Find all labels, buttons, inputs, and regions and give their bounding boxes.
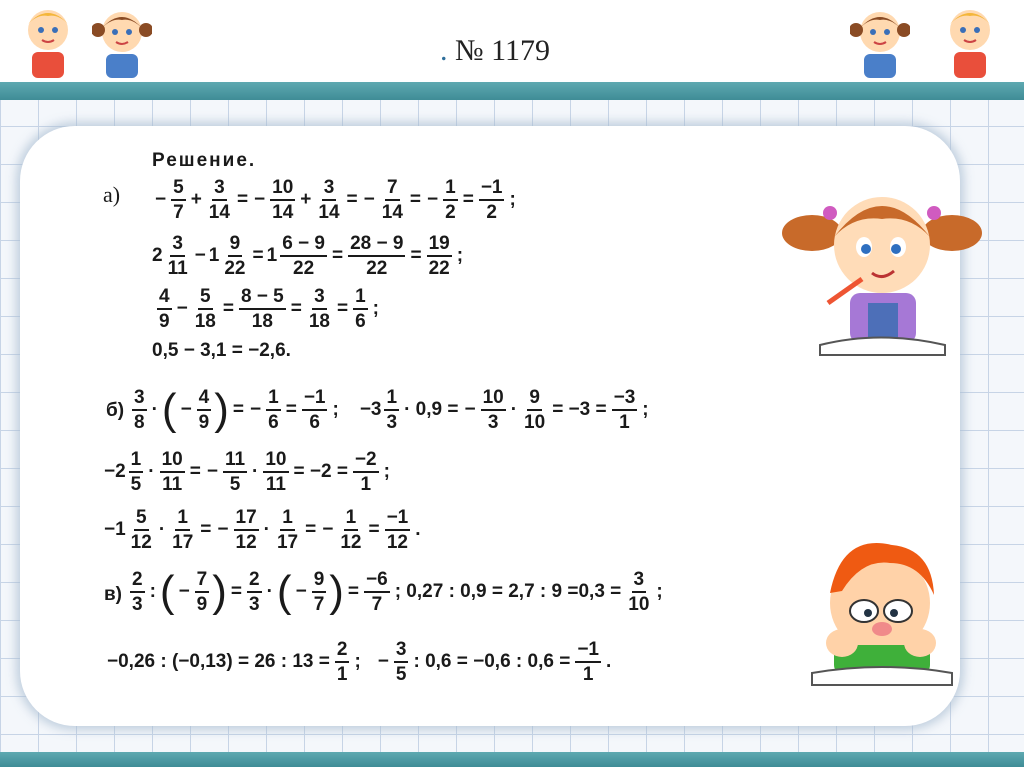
equation-v-2: −0,26 : (−0,13) = 26 : 13 = $\frac{2}{1}$ ; − $\frac{3}{5}$ : 0,6 = −0,6 : 0,6 = $\frac{-1}{1}$ . (107, 639, 612, 685)
equation-a-4: 0,5 − 3,1 = −2,6. (152, 340, 291, 361)
equation-b-1: $\frac{3}{8}$ · ( − $\frac{4}{9}$ ) = − $\frac{1}{6}$ = $\frac{-1}{6}$ ; −3 $\frac{1}{3}$ · 0,9 = − $\frac{10}{3}$ · $\frac{9}{10}$ = −3 = $\frac{-3}{1}$ ; (134, 385, 649, 434)
part-a-label: а) (103, 182, 121, 207)
title-dot: . (440, 34, 448, 67)
boy-thinking-illustration (802, 533, 962, 693)
equation-a-1: − $\frac{5}{7}$ + $\frac{3}{14}$ = − $\frac{10}{14}$ + $\frac{3}{14}$ = − $\frac{7}{14}$ = − $\frac{1}{2}$ = $\frac{-1}{2}$ ; (155, 177, 516, 223)
part-v-label: в) (104, 584, 123, 605)
girl-thinking-illustration (780, 185, 985, 360)
part-b-label: б) (106, 400, 125, 421)
equation-a-2: 2 $\frac{3}{11}$ − 1 $\frac{9}{22}$ = 1 $\frac{6 - 9}{22}$ = $\frac{28 - 9}{22}$ = $\frac{19}{22}$ ; (152, 233, 464, 279)
equation-v-1: $\frac{2}{3}$ : ( − $\frac{7}{9}$ ) = $\frac{2}{3}$ · ( − $\frac{9}{7}$ ) = $\frac{-6}{7}$ ; 0,27 : 0,9 = 2,7 : 9 =0,3 = $\frac{3}{10}$ ; (132, 567, 663, 616)
task-number: № 1179 (455, 34, 551, 67)
equation-b-3: −1 $\frac{5}{12}$ · $\frac{1}{17}$ = − $\frac{17}{12}$ · $\frac{1}{17}$ = − $\frac{1}{12}$ = $\frac{-1}{12}$ . (104, 507, 421, 553)
equation-a-3: $\frac{4}{9}$ − $\frac{5}{18}$ = $\frac{8 - 5}{18}$ = $\frac{3}{18}$ = $\frac{1}{6}$ ; (159, 286, 379, 332)
equation-b-2: −2 $\frac{1}{5}$ · $\frac{10}{11}$ = − $\frac{11}{5}$ · $\frac{10}{11}$ = −2 = $\frac{-2}{1}$ ; (104, 449, 390, 495)
solution-heading: Решение. (152, 150, 257, 171)
